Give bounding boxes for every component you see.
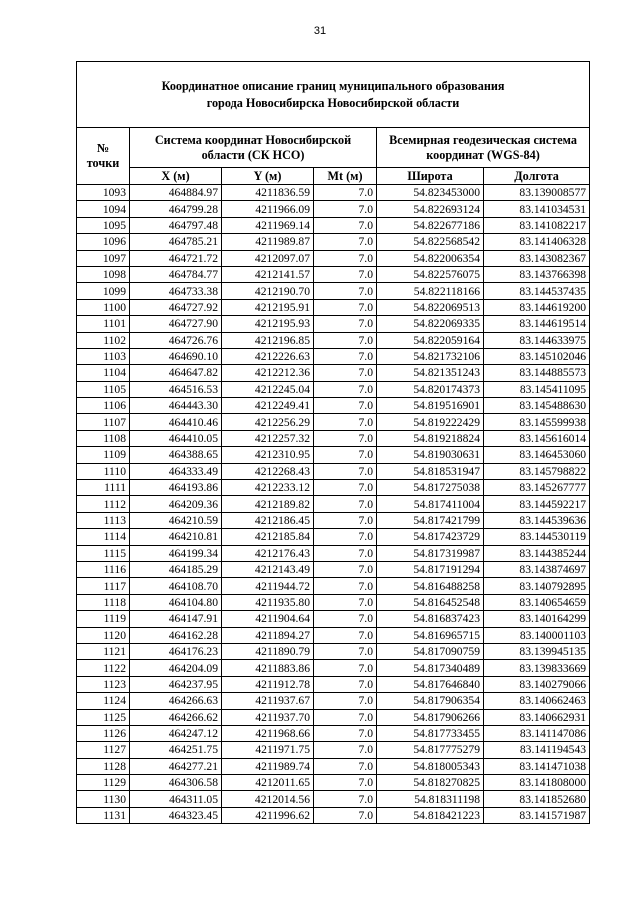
- y-cell: 4211935.80: [222, 594, 314, 610]
- point-number-cell: 1096: [77, 234, 130, 250]
- latitude-cell: 54.822576075: [377, 266, 484, 282]
- y-cell: 4212245.04: [222, 381, 314, 397]
- x-cell: 464727.90: [130, 316, 222, 332]
- longitude-cell: 83.141194543: [484, 742, 590, 758]
- x-cell: 464410.46: [130, 414, 222, 430]
- point-number-cell: 1109: [77, 447, 130, 463]
- point-number-cell: 1117: [77, 578, 130, 594]
- table-body: [77, 185, 590, 824]
- y-cell: 4212249.41: [222, 398, 314, 414]
- mt-cell: 7.0: [314, 348, 377, 364]
- y-cell: 4211937.70: [222, 709, 314, 725]
- mt-cell: 7.0: [314, 398, 377, 414]
- mt-cell: 7.0: [314, 627, 377, 643]
- point-number-cell: 1102: [77, 332, 130, 348]
- table-row: [77, 529, 590, 545]
- header-y: Y (м): [222, 168, 314, 185]
- mt-cell: 7.0: [314, 791, 377, 807]
- mt-cell: 7.0: [314, 693, 377, 709]
- longitude-cell: 83.139008577: [484, 185, 590, 201]
- table-title-line2: города Новосибирска Новосибирской области: [206, 95, 460, 110]
- point-number-cell: 1125: [77, 709, 130, 725]
- mt-cell: 7.0: [314, 283, 377, 299]
- x-cell: 464733.38: [130, 283, 222, 299]
- y-cell: 4212014.56: [222, 791, 314, 807]
- coordinates-table: [76, 61, 590, 824]
- latitude-cell: 54.818421223: [377, 807, 484, 823]
- latitude-cell: 54.817906354: [377, 693, 484, 709]
- latitude-cell: 54.822069335: [377, 316, 484, 332]
- x-cell: 464266.62: [130, 709, 222, 725]
- longitude-cell: 83.140662463: [484, 693, 590, 709]
- x-cell: 464266.63: [130, 693, 222, 709]
- longitude-cell: 83.141082217: [484, 217, 590, 233]
- latitude-cell: 54.816837423: [377, 611, 484, 627]
- table-row: [77, 725, 590, 741]
- point-number-cell: 1115: [77, 545, 130, 561]
- y-cell: 4212185.84: [222, 529, 314, 545]
- x-cell: 464185.29: [130, 561, 222, 577]
- y-cell: 4211989.74: [222, 758, 314, 774]
- x-cell: 464147.91: [130, 611, 222, 627]
- y-cell: 4212186.45: [222, 512, 314, 528]
- x-cell: 464204.09: [130, 660, 222, 676]
- table-row: [77, 512, 590, 528]
- mt-cell: 7.0: [314, 709, 377, 725]
- longitude-cell: 83.141852680: [484, 791, 590, 807]
- latitude-cell: 54.818311198: [377, 791, 484, 807]
- point-number-cell: 1123: [77, 676, 130, 692]
- latitude-cell: 54.817646840: [377, 676, 484, 692]
- latitude-cell: 54.822059164: [377, 332, 484, 348]
- mt-cell: 7.0: [314, 316, 377, 332]
- point-number-cell: 1093: [77, 185, 130, 201]
- point-number-cell: 1131: [77, 807, 130, 823]
- table-title-line1: Координатное описание границ муниципального образования: [161, 78, 505, 93]
- latitude-cell: 54.822069513: [377, 299, 484, 315]
- latitude-cell: 54.818531947: [377, 463, 484, 479]
- x-cell: 464199.34: [130, 545, 222, 561]
- y-cell: 4212097.07: [222, 250, 314, 266]
- x-cell: 464443.30: [130, 398, 222, 414]
- x-cell: 464388.65: [130, 447, 222, 463]
- y-cell: 4212189.82: [222, 496, 314, 512]
- latitude-cell: 54.819030631: [377, 447, 484, 463]
- point-number-cell: 1107: [77, 414, 130, 430]
- x-cell: 464516.53: [130, 381, 222, 397]
- point-number-cell: 1097: [77, 250, 130, 266]
- latitude-cell: 54.822677186: [377, 217, 484, 233]
- table-row: [77, 398, 590, 414]
- y-cell: 4212196.85: [222, 332, 314, 348]
- x-cell: 464193.86: [130, 480, 222, 496]
- x-cell: 464176.23: [130, 643, 222, 659]
- longitude-cell: 83.146453060: [484, 447, 590, 463]
- mt-cell: 7.0: [314, 807, 377, 823]
- latitude-cell: 54.817275038: [377, 480, 484, 496]
- point-number-cell: 1099: [77, 283, 130, 299]
- mt-cell: 7.0: [314, 365, 377, 381]
- x-cell: 464306.58: [130, 775, 222, 791]
- longitude-cell: 83.140654659: [484, 594, 590, 610]
- latitude-cell: 54.817411004: [377, 496, 484, 512]
- mt-cell: 7.0: [314, 185, 377, 201]
- longitude-cell: 83.141406328: [484, 234, 590, 250]
- x-cell: 464727.92: [130, 299, 222, 315]
- longitude-cell: 83.145599938: [484, 414, 590, 430]
- y-cell: 4212233.12: [222, 480, 314, 496]
- x-cell: 464210.59: [130, 512, 222, 528]
- point-number-cell: 1105: [77, 381, 130, 397]
- x-cell: 464884.97: [130, 185, 222, 201]
- table-row: [77, 496, 590, 512]
- latitude-cell: 54.817319987: [377, 545, 484, 561]
- point-number-cell: 1126: [77, 725, 130, 741]
- point-number-cell: 1121: [77, 643, 130, 659]
- table-row: [77, 348, 590, 364]
- table-row: [77, 775, 590, 791]
- point-number-cell: 1127: [77, 742, 130, 758]
- table-row: [77, 430, 590, 446]
- header-group-nso: Система координат Новосибирской области (СК НСО): [130, 128, 377, 168]
- table-row: [77, 414, 590, 430]
- x-cell: 464277.21: [130, 758, 222, 774]
- point-number-cell: 1128: [77, 758, 130, 774]
- longitude-cell: 83.145616014: [484, 430, 590, 446]
- y-cell: 4212011.65: [222, 775, 314, 791]
- table-row: [77, 643, 590, 659]
- longitude-cell: 83.144633975: [484, 332, 590, 348]
- mt-cell: 7.0: [314, 217, 377, 233]
- mt-cell: 7.0: [314, 332, 377, 348]
- page-number: 31: [313, 25, 327, 37]
- point-number-cell: 1100: [77, 299, 130, 315]
- mt-cell: 7.0: [314, 447, 377, 463]
- longitude-cell: 83.144619200: [484, 299, 590, 315]
- table-row: [77, 676, 590, 692]
- x-cell: 464721.72: [130, 250, 222, 266]
- latitude-cell: 54.816488258: [377, 578, 484, 594]
- point-number-cell: 1113: [77, 512, 130, 528]
- table-row: [77, 283, 590, 299]
- x-cell: 464333.49: [130, 463, 222, 479]
- y-cell: 4212195.91: [222, 299, 314, 315]
- x-cell: 464311.05: [130, 791, 222, 807]
- latitude-cell: 54.819516901: [377, 398, 484, 414]
- header-group-wgs84: Всемирная геодезическая система координат (WGS-84): [377, 128, 590, 168]
- header-mt: Mt (м): [314, 168, 377, 185]
- x-cell: 464799.28: [130, 201, 222, 217]
- point-number-cell: 1095: [77, 217, 130, 233]
- table-row: [77, 693, 590, 709]
- table-row: [77, 561, 590, 577]
- table-row: [77, 791, 590, 807]
- longitude-cell: 83.140164299: [484, 611, 590, 627]
- table-row: [77, 463, 590, 479]
- longitude-cell: 83.141471038: [484, 758, 590, 774]
- table-row: [77, 447, 590, 463]
- latitude-cell: 54.817775279: [377, 742, 484, 758]
- table-row: [77, 709, 590, 725]
- longitude-cell: 83.143874697: [484, 561, 590, 577]
- table-row: [77, 185, 590, 201]
- x-cell: 464209.36: [130, 496, 222, 512]
- mt-cell: 7.0: [314, 430, 377, 446]
- table-row: [77, 611, 590, 627]
- latitude-cell: 54.819222429: [377, 414, 484, 430]
- longitude-cell: 83.145798822: [484, 463, 590, 479]
- mt-cell: 7.0: [314, 266, 377, 282]
- point-number-cell: 1108: [77, 430, 130, 446]
- table-row: [77, 742, 590, 758]
- longitude-cell: 83.140662931: [484, 709, 590, 725]
- longitude-cell: 83.141147086: [484, 725, 590, 741]
- y-cell: 4211937.67: [222, 693, 314, 709]
- y-cell: 4211883.86: [222, 660, 314, 676]
- table-row: [77, 627, 590, 643]
- mt-cell: 7.0: [314, 725, 377, 741]
- longitude-cell: 83.140001103: [484, 627, 590, 643]
- y-cell: 4211966.09: [222, 201, 314, 217]
- mt-cell: 7.0: [314, 250, 377, 266]
- point-number-cell: 1119: [77, 611, 130, 627]
- point-number-cell: 1116: [77, 561, 130, 577]
- longitude-cell: 83.139833669: [484, 660, 590, 676]
- latitude-cell: 54.822118166: [377, 283, 484, 299]
- latitude-cell: 54.817090759: [377, 643, 484, 659]
- point-number-cell: 1103: [77, 348, 130, 364]
- y-cell: 4212212.36: [222, 365, 314, 381]
- table-row: [77, 365, 590, 381]
- longitude-cell: 83.140792895: [484, 578, 590, 594]
- mt-cell: 7.0: [314, 234, 377, 250]
- table-row: [77, 332, 590, 348]
- mt-cell: 7.0: [314, 480, 377, 496]
- table-row: [77, 480, 590, 496]
- y-cell: 4211969.14: [222, 217, 314, 233]
- latitude-cell: 54.819218824: [377, 430, 484, 446]
- y-cell: 4211836.59: [222, 185, 314, 201]
- mt-cell: 7.0: [314, 512, 377, 528]
- mt-cell: 7.0: [314, 611, 377, 627]
- point-number-cell: 1112: [77, 496, 130, 512]
- table-row: [77, 266, 590, 282]
- longitude-cell: 83.144539636: [484, 512, 590, 528]
- x-cell: 464247.12: [130, 725, 222, 741]
- point-number-cell: 1098: [77, 266, 130, 282]
- latitude-cell: 54.817733455: [377, 725, 484, 741]
- latitude-cell: 54.817906266: [377, 709, 484, 725]
- longitude-cell: 83.145102046: [484, 348, 590, 364]
- mt-cell: 7.0: [314, 561, 377, 577]
- table-row: [77, 660, 590, 676]
- latitude-cell: 54.817421799: [377, 512, 484, 528]
- mt-cell: 7.0: [314, 643, 377, 659]
- longitude-cell: 83.145411095: [484, 381, 590, 397]
- x-cell: 464162.28: [130, 627, 222, 643]
- point-number-cell: 1094: [77, 201, 130, 217]
- mt-cell: 7.0: [314, 299, 377, 315]
- y-cell: 4211989.87: [222, 234, 314, 250]
- latitude-cell: 54.822693124: [377, 201, 484, 217]
- x-cell: 464784.77: [130, 266, 222, 282]
- y-cell: 4211944.72: [222, 578, 314, 594]
- latitude-cell: 54.816965715: [377, 627, 484, 643]
- x-cell: 464323.45: [130, 807, 222, 823]
- mt-cell: 7.0: [314, 742, 377, 758]
- latitude-cell: 54.818270825: [377, 775, 484, 791]
- y-cell: 4211971.75: [222, 742, 314, 758]
- table-row: [77, 316, 590, 332]
- y-cell: 4212310.95: [222, 447, 314, 463]
- longitude-cell: 83.141034531: [484, 201, 590, 217]
- latitude-cell: 54.821351243: [377, 365, 484, 381]
- mt-cell: 7.0: [314, 414, 377, 430]
- point-number-cell: 1120: [77, 627, 130, 643]
- latitude-cell: 54.822006354: [377, 250, 484, 266]
- y-cell: 4212176.43: [222, 545, 314, 561]
- table-row: [77, 299, 590, 315]
- point-number-cell: 1114: [77, 529, 130, 545]
- longitude-cell: 83.140279066: [484, 676, 590, 692]
- mt-cell: 7.0: [314, 676, 377, 692]
- mt-cell: 7.0: [314, 545, 377, 561]
- latitude-cell: 54.821732106: [377, 348, 484, 364]
- longitude-cell: 83.144530119: [484, 529, 590, 545]
- latitude-cell: 54.817340489: [377, 660, 484, 676]
- mt-cell: 7.0: [314, 496, 377, 512]
- x-cell: 464690.10: [130, 348, 222, 364]
- mt-cell: 7.0: [314, 463, 377, 479]
- header-latitude: Широта: [377, 168, 484, 185]
- x-cell: 464210.81: [130, 529, 222, 545]
- table-row: [77, 234, 590, 250]
- longitude-cell: 83.145267777: [484, 480, 590, 496]
- mt-cell: 7.0: [314, 529, 377, 545]
- longitude-cell: 83.143082367: [484, 250, 590, 266]
- y-cell: 4212268.43: [222, 463, 314, 479]
- latitude-cell: 54.816452548: [377, 594, 484, 610]
- y-cell: 4212141.57: [222, 266, 314, 282]
- y-cell: 4212256.29: [222, 414, 314, 430]
- y-cell: 4212195.93: [222, 316, 314, 332]
- latitude-cell: 54.822568542: [377, 234, 484, 250]
- longitude-cell: 83.143766398: [484, 266, 590, 282]
- y-cell: 4212190.70: [222, 283, 314, 299]
- point-number-cell: 1129: [77, 775, 130, 791]
- y-cell: 4211912.78: [222, 676, 314, 692]
- longitude-cell: 83.144537435: [484, 283, 590, 299]
- longitude-cell: 83.144385244: [484, 545, 590, 561]
- y-cell: 4212257.32: [222, 430, 314, 446]
- point-number-cell: 1110: [77, 463, 130, 479]
- longitude-cell: 83.144619514: [484, 316, 590, 332]
- point-number-cell: 1118: [77, 594, 130, 610]
- table-title: [77, 62, 590, 128]
- x-cell: 464647.82: [130, 365, 222, 381]
- latitude-cell: 54.820174373: [377, 381, 484, 397]
- table-row: [77, 201, 590, 217]
- latitude-cell: 54.817191294: [377, 561, 484, 577]
- table-row: [77, 545, 590, 561]
- mt-cell: 7.0: [314, 381, 377, 397]
- latitude-cell: 54.817423729: [377, 529, 484, 545]
- x-cell: 464251.75: [130, 742, 222, 758]
- x-cell: 464797.48: [130, 217, 222, 233]
- table-row: [77, 594, 590, 610]
- x-cell: 464104.80: [130, 594, 222, 610]
- point-number-cell: 1101: [77, 316, 130, 332]
- latitude-cell: 54.823453000: [377, 185, 484, 201]
- point-number-cell: 1122: [77, 660, 130, 676]
- mt-cell: 7.0: [314, 594, 377, 610]
- y-cell: 4212143.49: [222, 561, 314, 577]
- longitude-cell: 83.141571987: [484, 807, 590, 823]
- y-cell: 4211968.66: [222, 725, 314, 741]
- point-number-cell: 1104: [77, 365, 130, 381]
- mt-cell: 7.0: [314, 775, 377, 791]
- longitude-cell: 83.144592217: [484, 496, 590, 512]
- mt-cell: 7.0: [314, 578, 377, 594]
- point-number-cell: 1111: [77, 480, 130, 496]
- table-row: [77, 578, 590, 594]
- latitude-cell: 54.818005343: [377, 758, 484, 774]
- longitude-cell: 83.141808000: [484, 775, 590, 791]
- x-cell: 464237.95: [130, 676, 222, 692]
- x-cell: 464410.05: [130, 430, 222, 446]
- longitude-cell: 83.144885573: [484, 365, 590, 381]
- table-row: [77, 381, 590, 397]
- y-cell: 4211890.79: [222, 643, 314, 659]
- x-cell: 464785.21: [130, 234, 222, 250]
- point-number-cell: 1106: [77, 398, 130, 414]
- table-row: [77, 250, 590, 266]
- y-cell: 4211894.27: [222, 627, 314, 643]
- longitude-cell: 83.139945135: [484, 643, 590, 659]
- mt-cell: 7.0: [314, 201, 377, 217]
- point-number-cell: 1130: [77, 791, 130, 807]
- mt-cell: 7.0: [314, 758, 377, 774]
- table-row: [77, 217, 590, 233]
- y-cell: 4211904.64: [222, 611, 314, 627]
- table-row: [77, 807, 590, 823]
- longitude-cell: 83.145488630: [484, 398, 590, 414]
- header-x: X (м): [130, 168, 222, 185]
- x-cell: 464108.70: [130, 578, 222, 594]
- table-row: [77, 758, 590, 774]
- mt-cell: 7.0: [314, 660, 377, 676]
- x-cell: 464726.76: [130, 332, 222, 348]
- header-point-number: № точки: [77, 128, 130, 185]
- y-cell: 4212226.63: [222, 348, 314, 364]
- y-cell: 4211996.62: [222, 807, 314, 823]
- header-longitude: Долгота: [484, 168, 590, 185]
- point-number-cell: 1124: [77, 693, 130, 709]
